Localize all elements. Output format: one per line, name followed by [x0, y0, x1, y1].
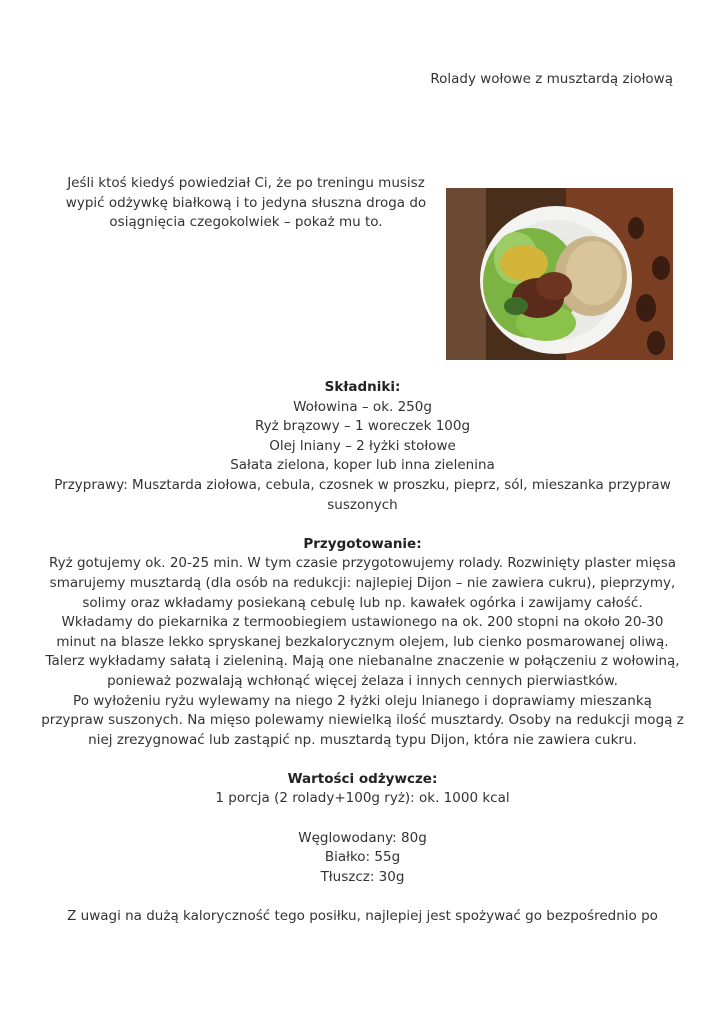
nutrition-carbs: Węglowodany: 80g — [298, 829, 427, 846]
ingredient-item: Przyprawy: Musztarda ziołowa, cebula, czosnek w proszku, pieprz, sól, mieszanka przypraw suszonych — [54, 476, 671, 513]
nutrition-fat: Tłuszcz: 30g — [320, 868, 405, 885]
nutrition-portion: 1 porcja (2 rolady+100g ryż): ok. 1000 kcal — [215, 790, 510, 807]
ingredient-item: Sałata zielona, koper lub inna zielenina — [230, 457, 495, 474]
nutrition-title: Wartości odżywcze: — [287, 770, 438, 787]
preparation-paragraph: Ryż gotujemy ok. 20-25 min. W tym czasie przygotowujemy rolady. Rozwinięty plaster mięsa smarujemy musztardą (dla osób na redukcji: najlepiej Dijon – nie zawiera cukru), pieprzymy, solimy oraz wkładamy posiekaną cebulę lub np. kawałek ogórka i zawijamy całość. — [48, 555, 676, 611]
preparation-paragraph: Wkładamy do piekarnika z termoobiegiem ustawionego na ok. 200 stopni na około 20-30 minut na blasze lekko spryskanej bezkalorycznym olejem, lub cienko posmarowanej oliwą. — [56, 614, 669, 650]
preparation-paragraph: Talerz wykładamy sałatą i zieleniną. Mają one niebanalne znaczenie w połączeniu z wołowiną, ponieważ pozwalają wchłonąć więcej żelaza i innych cennych pierwiastków. — [45, 653, 680, 689]
dish-photo-icon — [446, 188, 673, 360]
ingredient-item: Wołowina – ok. 250g — [293, 398, 432, 415]
dish-photo — [446, 188, 673, 360]
ingredient-item: Olej lniany – 2 łyżki stołowe — [269, 437, 456, 454]
ingredients-title: Składniki: — [324, 379, 401, 395]
document-title: Rolady wołowe z musztardą ziołową — [430, 71, 673, 87]
recipe-body — [40, 378, 685, 927]
nutrition-protein: Białko: 55g — [324, 849, 401, 866]
footer-paragraph: Z uwagi na dużą kaloryczność tego posiłku, najlepiej jest spożywać go bezpośrednio po — [67, 908, 658, 925]
ingredient-item: Ryż brązowy – 1 woreczek 100g — [254, 418, 471, 435]
preparation-title: Przygotowanie: — [303, 535, 422, 552]
intro-paragraph: Jeśli ktoś kiedyś powiedział Ci, że po treningu musisz wypić odżywkę białkową i to jedyna słuszna droga do osiągnięcia czegokolwiek – pokaż mu to. — [65, 175, 427, 230]
preparation-paragraph: Po wyłożeniu ryżu wylewamy na niego 2 łyżki oleju lnianego i doprawiamy mieszanką przypraw suszonych. Na mięso polewamy niewielką ilość musztardy. Osoby na redukcji mogą z niej zrezygnować lub zastąpić np. musztardą typu Dijon, która nie zawiera cukru. — [41, 692, 684, 748]
